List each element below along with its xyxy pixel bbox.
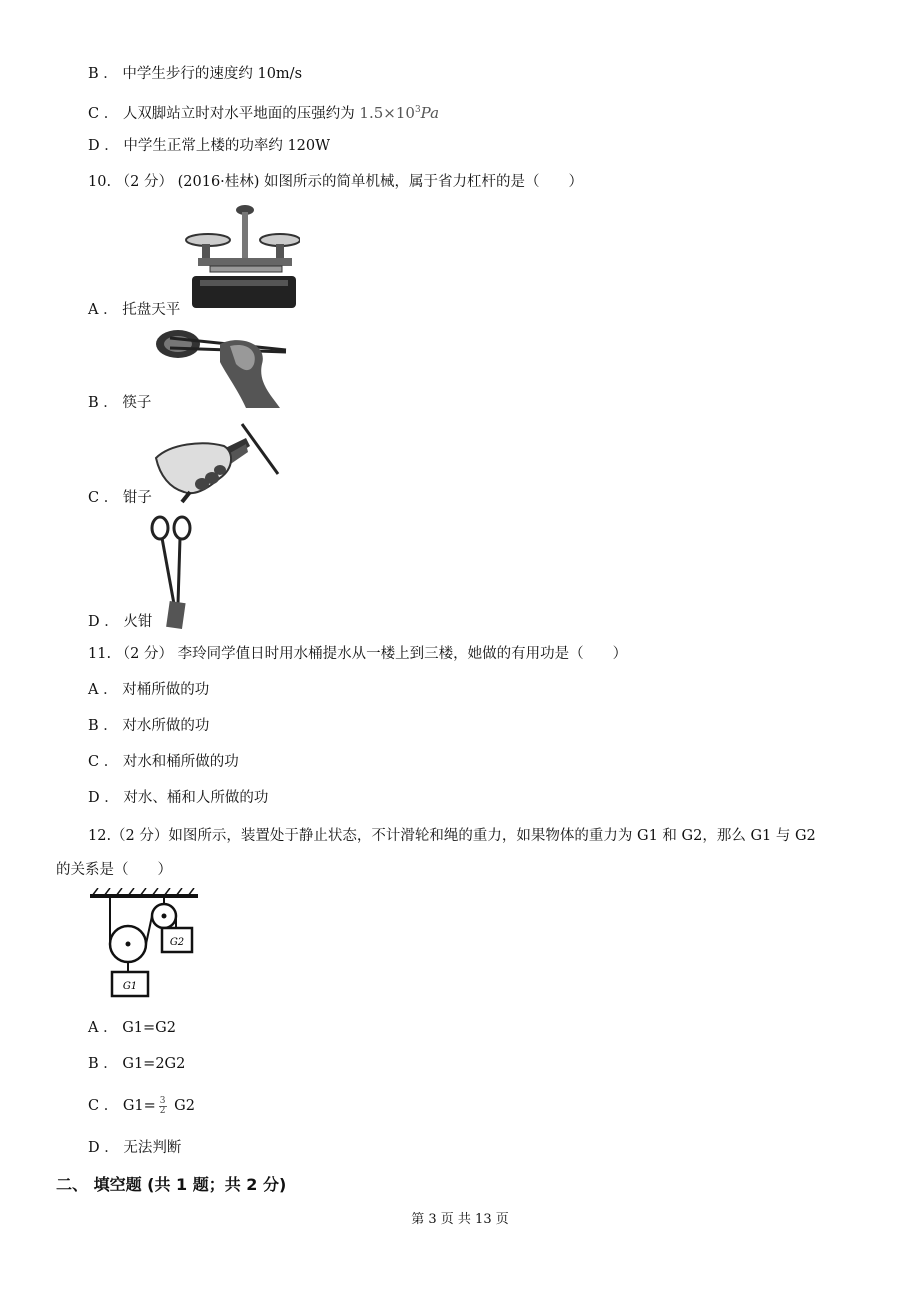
q10-option-b: B ． 筷子 — [88, 395, 152, 411]
q12-stem-line2: 的关系是（ ） — [56, 862, 172, 878]
q10-stem: 10. （2 分） (2016·桂林) 如图所示的简单机械，属于省力杠杆的是（ ） — [88, 174, 584, 190]
q11-option-a: A ． 对桶所做的功 — [88, 682, 210, 698]
q10-option-a: A ． 托盘天平 — [88, 302, 181, 318]
q9-option-c-text: C ． 人双脚站立时对水平地面的压强约为 — [88, 106, 355, 122]
q10-option-d: D ． 火钳 — [88, 614, 153, 630]
q12-option-a: A ． G1=G2 — [88, 1020, 176, 1036]
chopsticks-image — [150, 324, 290, 408]
q10-option-c: C ． 钳子 — [88, 490, 152, 506]
page-footer: 第 3 页 共 13 页 — [411, 1212, 509, 1227]
pulley-system-image — [86, 888, 202, 1000]
q9-option-d: D ． 中学生正常上楼的功率约 120W — [88, 138, 331, 154]
pliers-image — [150, 418, 284, 506]
g1-label: G1 — [122, 981, 138, 992]
q12-option-d: D ． 无法判断 — [88, 1140, 182, 1156]
q9-option-b: B ． 中学生步行的速度约 10m/s — [88, 66, 303, 82]
tray-balance-image — [180, 200, 300, 312]
q11-option-d: D ． 对水、桶和人所做的功 — [88, 790, 269, 806]
section-heading-fill-in: 二、 填空题 (共 1 题；共 2 分) — [56, 1175, 287, 1194]
q11-stem: 11. （2 分） 李玲同学值日时用水桶提水从一楼上到三楼，她做的有用功是（ ） — [88, 646, 628, 662]
pressure-formula: $1.5\times 10^3Pa$ — [359, 104, 440, 122]
g2-label: G2 — [169, 937, 185, 948]
q12-option-b: B ． G1=2G2 — [88, 1056, 186, 1072]
q9-option-c — [88, 100, 439, 124]
q11-option-b: B ． 对水所做的功 — [88, 718, 210, 734]
q12-option-c: C ． G1= $\frac{3}{2}$ G2 — [88, 1095, 195, 1116]
fraction: $\frac{3}{2}$ — [159, 1095, 166, 1116]
fire-tongs-image — [148, 514, 196, 630]
q12-stem-line1: 12.（2 分）如图所示，装置处于静止状态，不计滑轮和绳的重力，如果物体的重力为 G1 和 G2，那么 G1 与 G2 — [88, 828, 816, 844]
q11-option-c: C ． 对水和桶所做的功 — [88, 754, 239, 770]
